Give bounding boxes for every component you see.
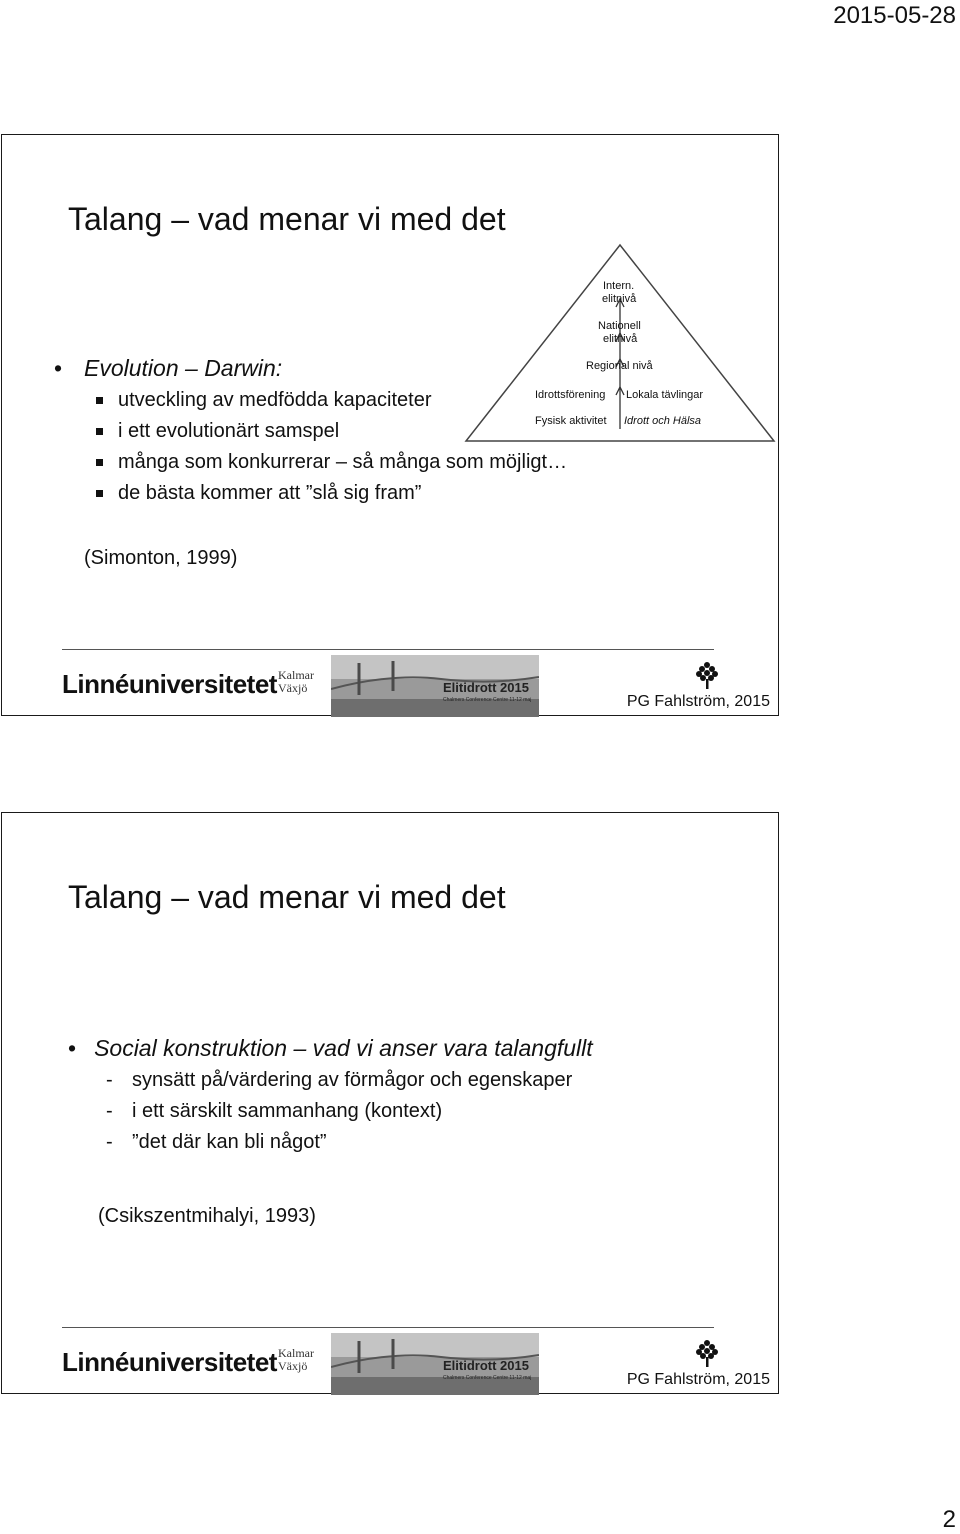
sub-bullet-item: många som konkurrerar – så många som möjligt… (96, 451, 567, 482)
page-number: 2 (942, 1506, 956, 1533)
slide-2 (1, 812, 779, 1394)
bullet-text: Social konstruktion – vad vi anser vara talangfullt (94, 1035, 593, 1061)
pyramid-level-label: elitnivå (602, 293, 637, 305)
event-banner-image (331, 1333, 539, 1395)
sub-bullet-item: - i ett särskilt sammanhang (kontext) (106, 1100, 443, 1122)
banner-title: Elitidrott 2015 (443, 680, 529, 695)
footer-divider (62, 649, 714, 650)
citation: (Simonton, 1999) (84, 547, 238, 569)
university-cities: Kalmar Växjö (278, 1346, 314, 1373)
bullet-dot: • (68, 1035, 77, 1061)
footer-author: PG Fahlström, 2015 (626, 1371, 770, 1388)
square-bullet-icon (96, 459, 103, 466)
banner-title: Elitidrott 2015 (443, 1358, 529, 1373)
citation: (Csikszentmihalyi, 1993) (98, 1205, 316, 1227)
pyramid-level-label: Regional nivå (586, 360, 653, 372)
pyramid-level-label: elitnivå (603, 333, 638, 345)
square-bullet-icon (96, 397, 103, 404)
sub-bullet-item: - synsätt på/värdering av förmågor och egenskaper (106, 1069, 573, 1091)
university-logo: Linnéuniversitetet (62, 669, 277, 699)
pyramid-right-label: Lokala tävlingar (626, 389, 704, 401)
university-cities: Kalmar Växjö (278, 668, 314, 695)
talent-pyramid-diagram (464, 243, 776, 443)
square-bullet-icon (96, 428, 103, 435)
pyramid-left-label: Idrottsförening (535, 389, 606, 401)
sub-bullet-item: - ”det där kan bli något” (106, 1131, 327, 1153)
sub-bullet-item: i ett evolutionärt samspel (96, 420, 567, 451)
pyramid-level-label: Intern. (603, 280, 635, 292)
tree-logo-icon (696, 661, 718, 689)
page-date: 2015-05-28 (833, 2, 956, 29)
sub-bullet-list (106, 1069, 572, 1162)
slide-1 (1, 134, 779, 716)
banner-subtitle: Chalmers Conference Centre 11-12 maj (443, 697, 532, 703)
footer-divider (62, 1327, 714, 1328)
sub-bullet-item: utveckling av medfödda kapaciteter (96, 389, 567, 420)
slide-title: Talang – vad menar vi med det (68, 879, 506, 915)
pyramid-left-label: Fysisk aktivitet (535, 415, 607, 427)
square-bullet-icon (96, 490, 103, 497)
footer-author: PG Fahlström, 2015 (626, 693, 770, 710)
sub-bullet-item: de bästa kommer att ”slå sig fram” (96, 482, 567, 513)
university-logo: Linnéuniversitetet (62, 1347, 277, 1377)
bullet-text: Evolution – Darwin: (84, 355, 283, 381)
tree-logo-icon (696, 1339, 718, 1367)
pyramid-level-label: Nationell (598, 320, 641, 332)
bullet-item (68, 1035, 593, 1062)
event-banner-image (331, 655, 539, 717)
bullet-dot: • (54, 355, 63, 381)
pyramid-right-label: Idrott och Hälsa (624, 415, 702, 427)
banner-subtitle: Chalmers Conference Centre 11-12 maj (443, 1375, 532, 1381)
slide-title: Talang – vad menar vi med det (68, 201, 506, 237)
